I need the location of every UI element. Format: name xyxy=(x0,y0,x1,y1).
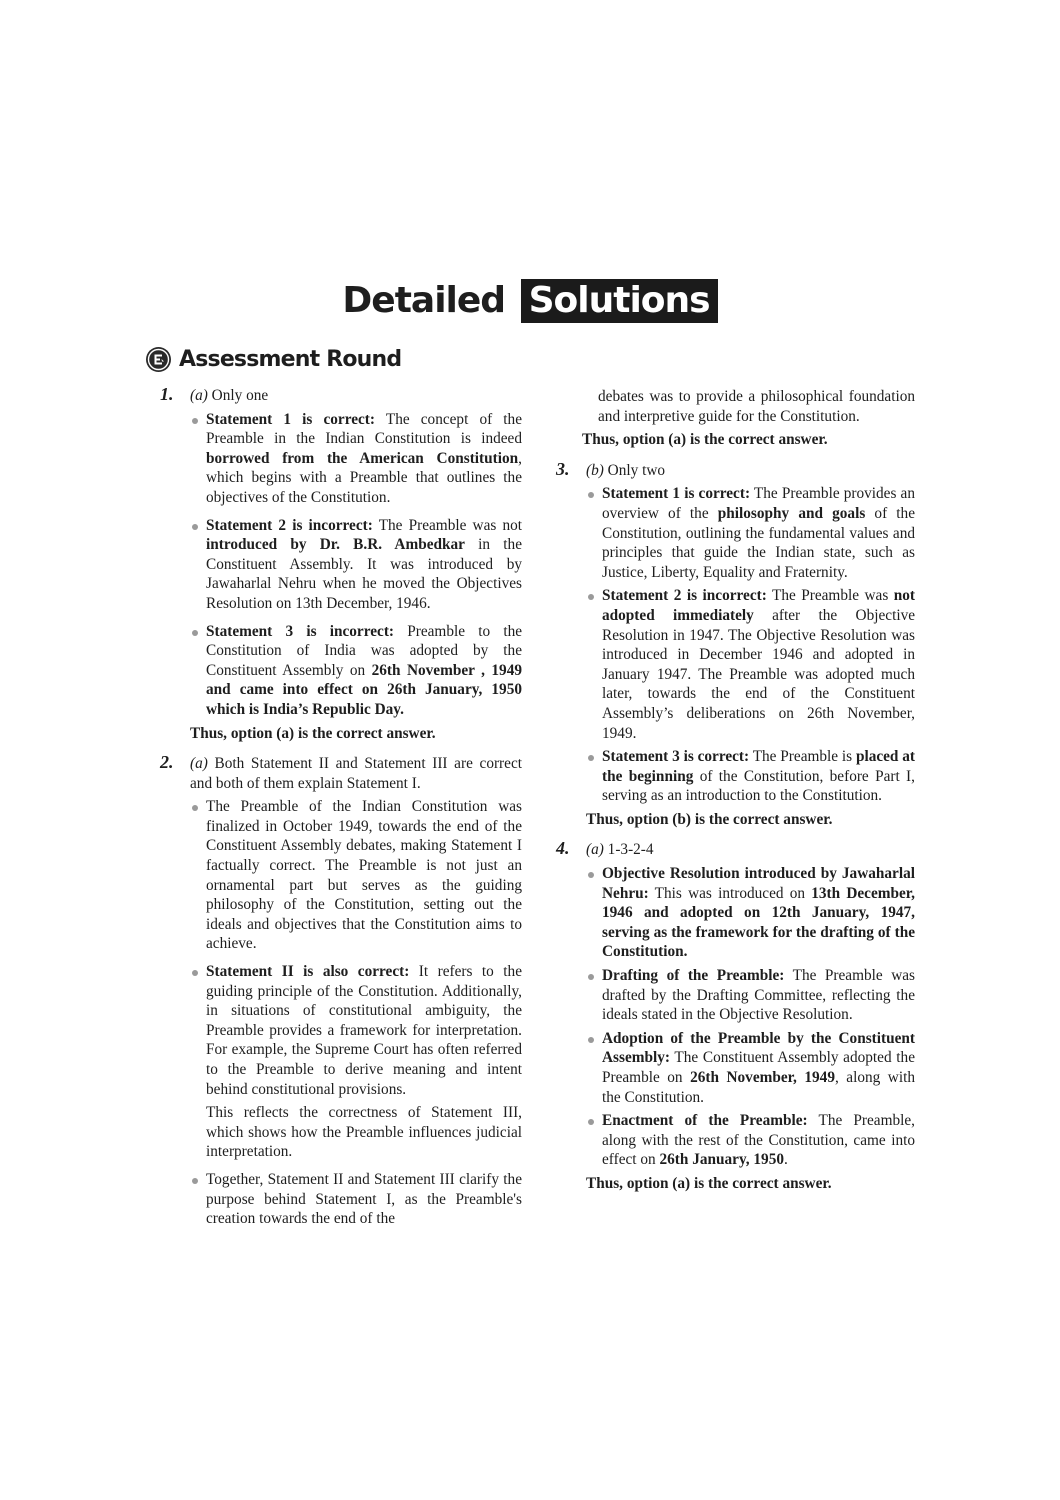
bullet-text: The Preamble was not xyxy=(378,516,522,534)
bullet-item xyxy=(586,864,915,962)
bullet-text: , along with the Constitution. xyxy=(602,1069,915,1106)
bullet-item xyxy=(190,962,522,1099)
bullet-lead: Statement 3 is correct: xyxy=(602,748,750,766)
conclusion: Thus, option (a) is the correct answer. xyxy=(586,1174,832,1192)
bullet-emphasis: placed at the beginning xyxy=(602,748,916,785)
bullet-item xyxy=(586,747,915,806)
title-plain: Detailed xyxy=(342,280,506,321)
bullet-text: The Constituent Assembly adopted the Preamble on xyxy=(602,1049,915,1086)
bullet-item xyxy=(190,410,522,508)
bullet-text: The Preamble is xyxy=(752,748,856,766)
bullet-text: This was introduced on xyxy=(648,884,812,902)
question-number: 4. xyxy=(556,838,570,859)
answer-line xyxy=(190,386,522,406)
continued-text: debates was to provide a philosophical foundation and interpretive guide for the Constitution. xyxy=(598,388,915,425)
solution-4 xyxy=(556,840,915,1193)
conclusion: Thus, option (a) is the correct answer. xyxy=(582,431,828,449)
paragraph: This reflects the correctness of Statement III, which shows how the Preamble influences judicial interpretation. xyxy=(206,1104,522,1161)
bullet-lead: Adoption of the Preamble by the Constituent Assembly: xyxy=(602,1029,915,1067)
bullet-emphasis: philosophy and goals xyxy=(717,504,866,522)
option-letter: (a) xyxy=(586,841,604,859)
bullet-item xyxy=(190,622,522,720)
bullet-item xyxy=(586,1029,915,1107)
bullet-lead: Drafting of the Preamble: xyxy=(602,967,785,985)
bullet-text: The Preamble of the Indian Constitution was finalized in October 1949, towards the end of the Constituent Assembly debates, making Statement I factually correct. The Preamble is not just an ornamental part but serves as the guiding philosophy of the Constitution, setting out the ideals and objectives that the Constitution aims to achieve. xyxy=(206,798,522,953)
page-title xyxy=(0,279,1060,323)
answer-line xyxy=(586,461,915,481)
bullet-lead: Statement 1 is correct: xyxy=(206,410,375,428)
bullet-lead: Statement 2 is incorrect: xyxy=(602,587,767,605)
bullet-lead: Objective Resolution introduced by Jawaharlal Nehru: xyxy=(602,865,915,902)
bullet-text: of the Constitution, before Part I, serving as an introduction to the Constitution. xyxy=(602,767,915,805)
bullet-text: in the Constituent Assembly. It was introduced by Jawaharlal Nehru when he moved the Objectives Resolution on 13th December, 1946. xyxy=(206,536,522,612)
right-column xyxy=(556,387,915,1205)
bullet-text: , which begins with a Preamble that outlines the objectives of the Constitution. xyxy=(206,449,522,506)
bullet-lead: Statement 2 is incorrect: xyxy=(206,516,373,534)
bullet-item xyxy=(586,966,915,1025)
solution-2-continued xyxy=(556,387,915,450)
bullet-item xyxy=(190,516,522,614)
bullet-emphasis: 26th November , 1949 and came into effect on 26th January, 1950 which is India’s Republic Day. xyxy=(206,661,522,718)
bullet-text: after the Objective Resolution in 1947. The Objective Resolution was introduced in December 1946 and adopted in January 1947. The Preamble was adopted much later, towards the end of the Constituent Assembly’s deliberations on 26th November, 1949. xyxy=(602,606,916,742)
conclusion: Thus, option (a) is the correct answer. xyxy=(190,724,436,742)
bullet-text: . xyxy=(784,1151,788,1169)
conclusion: Thus, option (b) is the correct answer. xyxy=(586,810,833,828)
solution-3 xyxy=(556,458,916,830)
answer-text: 1-3-2-4 xyxy=(607,841,654,859)
answer-text: Only two xyxy=(607,461,666,479)
bullet-lead: Statement II is also correct: xyxy=(206,963,410,981)
bullet-item xyxy=(190,797,522,954)
bullet-item xyxy=(586,586,915,743)
bullet-text: The Preamble, along with the rest of the Constitution, came into effect on xyxy=(602,1112,915,1169)
bullet-text: The Preamble was xyxy=(772,587,894,605)
bullet-emphasis: introduced by Dr. B.R. Ambedkar xyxy=(206,536,465,554)
section-header xyxy=(146,343,401,375)
option-letter: (b) xyxy=(586,461,604,479)
bullet-item xyxy=(190,1170,522,1229)
option-letter: (a) xyxy=(190,387,208,404)
answer-text: Only one xyxy=(211,387,269,404)
bullet-item xyxy=(586,1111,915,1170)
bullet-emphasis: 26th January, 1950 xyxy=(659,1151,785,1169)
answer-line xyxy=(586,840,915,860)
bullet-text: The concept of the Preamble in the Indian Constitution is indeed xyxy=(206,410,522,448)
solution-2 xyxy=(160,754,522,1229)
bullet-emphasis: borrowed from the American Constitution xyxy=(206,449,519,467)
bullet-emphasis: 13th December, 1946 and adopted on 12th January, 1947, serving as the framework for the drafting of the Constitution. xyxy=(602,884,915,961)
bullet-emphasis: 26th November, 1949 xyxy=(690,1069,835,1086)
bullet-text: The Preamble was drafted by the Drafting Committee, reflecting the ideals stated in the Objective Resolution. xyxy=(602,967,915,1024)
bullet-lead: Enactment of the Preamble: xyxy=(602,1112,808,1130)
question-number: 1. xyxy=(160,384,174,404)
question-number: 2. xyxy=(160,752,174,773)
bullet-text: The Preamble provides an overview of the xyxy=(602,485,915,522)
answer-line xyxy=(190,754,522,793)
bullet-item xyxy=(586,484,915,582)
bullet-text: Together, Statement II and Statement III clarify the purpose behind Statement I, as the Preamble's creation towards the end of the xyxy=(206,1170,522,1228)
question-number: 3. xyxy=(556,458,570,479)
section-title: Assessment Round xyxy=(179,346,402,372)
solution-1 xyxy=(160,386,522,743)
option-letter: (a) xyxy=(190,755,208,773)
left-column xyxy=(160,386,522,1240)
bullet-lead: Statement 3 is incorrect: xyxy=(206,622,395,640)
title-highlight: Solutions xyxy=(521,279,718,323)
bullet-text: of the Constitution, outlining the fundamental values and principles that guide the Indian state, such as Justice, Liberty, Equality and Fraternity. xyxy=(602,504,915,581)
bullet-emphasis: not adopted immediately xyxy=(602,587,915,624)
bullet-lead: Statement 1 is correct: xyxy=(602,485,751,503)
bullet-text: It refers to the guiding principle of the Constitution. Additionally, in situations of constitutional ambiguity, the Preamble provides a framework for interpretation. For example, the Supreme Court has often referred to the Preamble to derive meaning and intent behind constitutional provisions. xyxy=(206,963,522,1098)
bullet-text: Preamble to the Constitution of India was adopted by the Constituent Assembly on xyxy=(206,622,523,679)
answer-text: Both Statement II and Statement III are correct and both of them explain Statement I. xyxy=(190,755,522,792)
exam-badge-icon xyxy=(146,347,171,372)
